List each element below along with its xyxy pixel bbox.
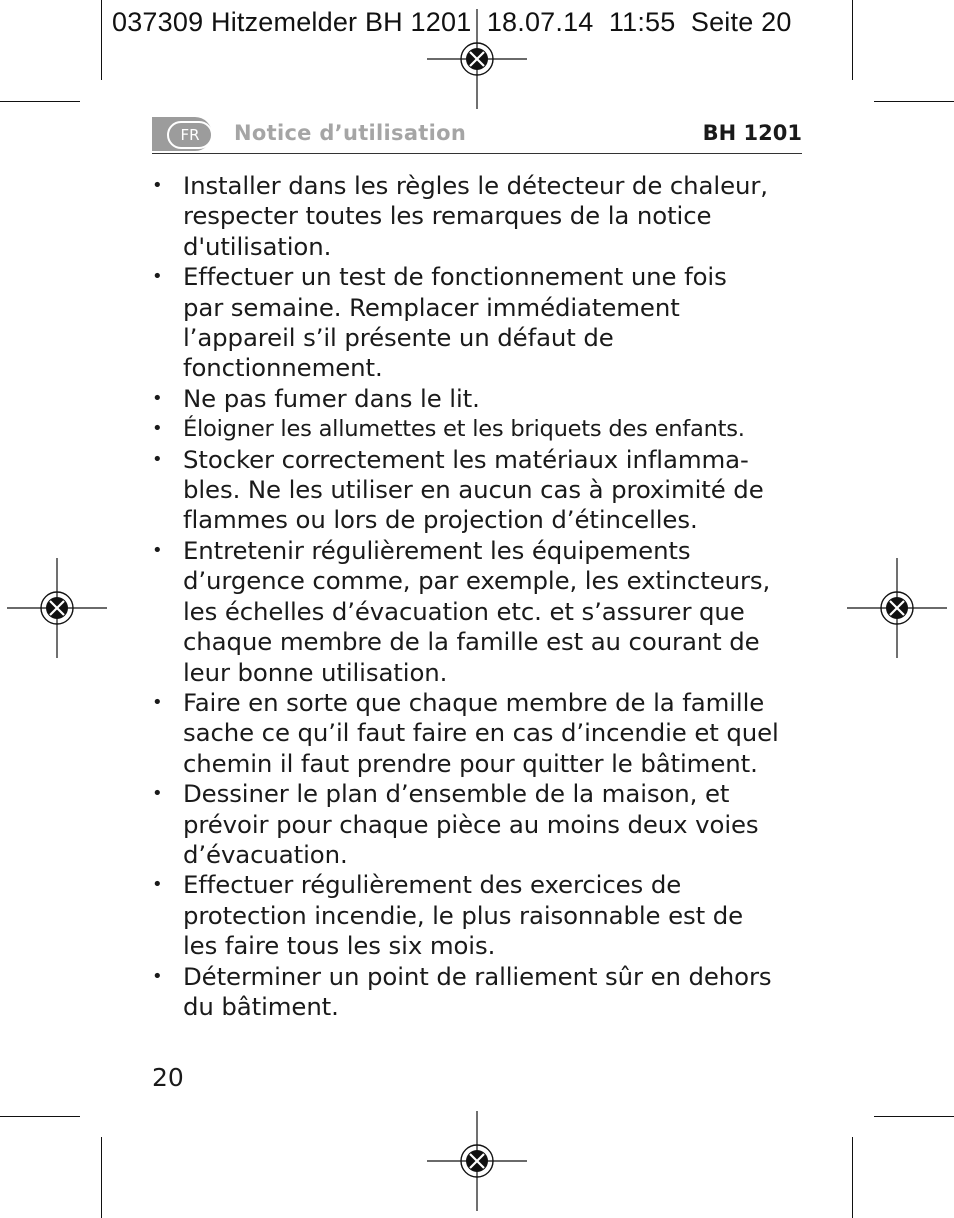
bullet-icon: •: [152, 874, 163, 896]
list-item-line: d'utilisation.: [183, 231, 332, 261]
list-item: [152, 384, 817, 414]
list-item: [152, 779, 817, 870]
bullet-icon: •: [152, 448, 163, 470]
running-header: [152, 115, 802, 154]
list-item-line: Éloigner les allumettes et les briquets des enfants.: [183, 416, 745, 443]
bullet-icon: •: [152, 266, 163, 288]
list-item-line: du bâtiment.: [183, 991, 339, 1021]
bullet-icon: •: [152, 783, 163, 805]
list-item-line: d’urgence comme, par exemple, les extincteurs,: [183, 566, 771, 596]
list-item: [152, 414, 817, 444]
list-item-line: chaque membre de la famille est au courant de: [183, 627, 760, 657]
list-item-line: fonctionnement.: [183, 353, 383, 383]
list-item-line: bles. Ne les utiliser en aucun cas à proximité de: [183, 475, 764, 505]
list-item-line: leur bonne utilisation.: [183, 657, 448, 687]
crop-mark-top-left-horizontal: [0, 101, 80, 102]
list-item-line: respecter toutes les remarques de la notice: [183, 201, 712, 231]
list-item-line: Déterminer un point de ralliement sûr en dehors: [183, 961, 772, 991]
header-model: BH 1201: [702, 121, 802, 145]
language-badge-label: FR: [167, 121, 213, 149]
list-item-line: Stocker correctement les matériaux inflamma-: [183, 444, 749, 474]
list-item-line: Effectuer régulièrement des exercices de: [183, 870, 682, 900]
list-item-line: Ne pas fumer dans le lit.: [183, 383, 480, 413]
list-item: [152, 262, 817, 384]
bullet-icon: •: [152, 387, 163, 409]
registration-mark-bottom-icon: [427, 1111, 527, 1211]
list-item: [152, 962, 817, 1023]
crop-mark-bottom-right-horizontal: [874, 1116, 954, 1117]
list-item-line: protection incendie, le plus raisonnable est de: [183, 900, 744, 930]
list-item: [152, 688, 817, 779]
list-item: [152, 445, 817, 536]
list-item-line: Effectuer un test de fonctionnement une fois: [183, 262, 727, 292]
list-item: [152, 171, 817, 262]
list-item-line: Faire en sorte que chaque membre de la famille: [183, 687, 765, 717]
safety-instructions-list: [152, 171, 817, 1022]
list-item-line: par semaine. Remplacer immédiatement: [183, 292, 680, 322]
list-item-line: d’évacuation.: [183, 839, 348, 869]
crop-mark-top-right-horizontal: [874, 101, 954, 102]
list-item: [152, 536, 817, 688]
list-item-line: prévoir pour chaque pièce au moins deux voies: [183, 809, 759, 839]
list-item-line: flammes ou lors de projection d’étincelles.: [183, 505, 698, 535]
list-item-line: Installer dans les règles le détecteur de chaleur,: [183, 171, 768, 200]
list-item-line: sache ce qu’il faut faire en cas d’incendie et quel: [183, 718, 779, 748]
crop-mark-bottom-left-horizontal: [0, 1116, 80, 1117]
bullet-icon: •: [152, 965, 163, 987]
header-title: Notice d’utilisation: [234, 121, 467, 145]
print-slug: 037309 Hitzemelder BH 1201 18.07.14 11:55 Seite 20: [112, 7, 792, 37]
crop-mark-bottom-left-vertical: [101, 1137, 102, 1218]
list-item-line: l’appareil s’il présente un défaut de: [183, 323, 614, 353]
page-number: 20: [152, 1063, 184, 1092]
bullet-icon: •: [152, 691, 163, 713]
bullet-icon: •: [152, 418, 163, 440]
list-item-line: les faire tous les six mois.: [183, 931, 496, 961]
list-item-line: les échelles d’évacuation etc. et s’assurer que: [183, 596, 745, 626]
language-badge: [152, 117, 212, 151]
registration-mark-left-icon: [7, 558, 107, 658]
list-item: [152, 870, 817, 961]
list-item-line: chemin il faut prendre pour quitter le bâtiment.: [183, 748, 758, 778]
list-item-line: Entretenir régulièrement les équipements: [183, 535, 691, 565]
crop-mark-bottom-right-vertical: [852, 1137, 853, 1218]
registration-mark-top-icon: [427, 9, 527, 109]
registration-mark-right-icon: [847, 558, 947, 658]
list-item-line: Dessiner le plan d’ensemble de la maison, et: [183, 779, 730, 809]
bullet-icon: •: [152, 539, 163, 561]
bullet-icon: •: [152, 175, 163, 196]
crop-mark-top-left-vertical: [101, 0, 102, 80]
crop-mark-top-right-vertical: [852, 0, 853, 80]
